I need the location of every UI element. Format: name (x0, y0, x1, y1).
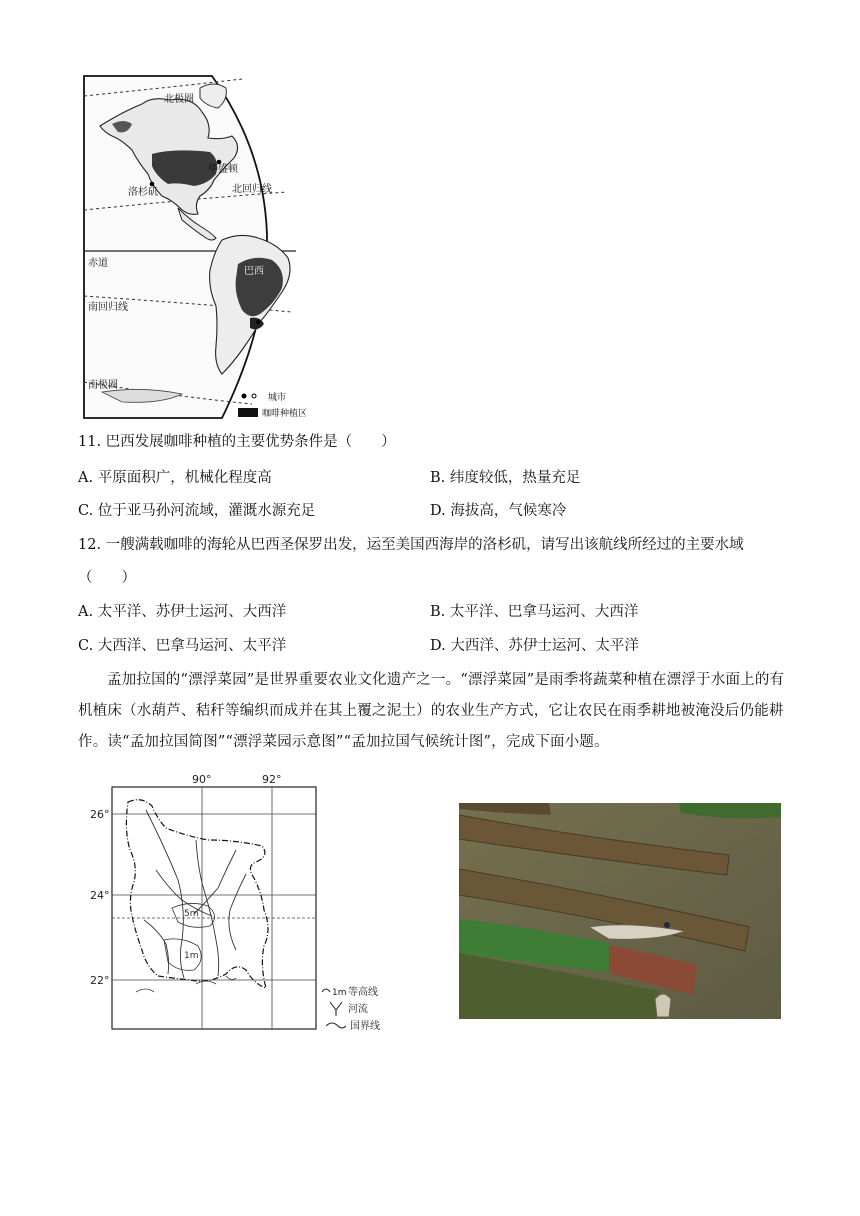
lat-22-label: 22° (90, 974, 110, 987)
q12-option-a[interactable]: A. 太平洋、苏伊士运河、大西洋 (78, 604, 287, 620)
question-11-stem: 11. 巴西发展咖啡种植的主要优势条件是（ ） (78, 434, 396, 450)
label-brazil: 巴西 (244, 266, 264, 277)
americas-coffee-map (82, 74, 306, 420)
legend-border-icon (326, 1023, 346, 1028)
q11-option-a[interactable]: A. 平原面积广，机械化程度高 (78, 470, 272, 486)
q11-option-b[interactable]: B. 纬度较低，热量充足 (430, 470, 581, 486)
legend-border-label: 国界线 (350, 1021, 380, 1032)
bangladesh-intro-paragraph: 孟加拉国的“漂浮菜园”是世界重要农业文化遗产之一。“漂浮菜园”是雨季将蔬菜种植在漂浮于水面上的有机植床（水葫芦、秸秆等编织而成并在其上覆之泥土）的农业生产方式，它让农民在雨季耕地被淹没后仍能耕作。读“孟加拉国简图”“漂浮菜园示意图”“孟加拉国气候统计图”，完成下面小题。 (78, 672, 785, 750)
americas-map-svg (82, 74, 306, 420)
lon-90-label: 90° (192, 773, 212, 786)
bangladesh-map-svg (86, 770, 396, 1040)
q11-option-d[interactable]: D. 海拔高，气候寒冷 (430, 503, 567, 519)
legend-coffee-swatch-icon (238, 408, 258, 417)
contour-5m-label: 5m (184, 909, 199, 919)
bangladesh-sketch-map (86, 770, 396, 1040)
label-washington: 华盛顿 (208, 164, 238, 175)
lat-24-label: 24° (90, 889, 110, 902)
floating-garden-photo-svg (459, 803, 781, 1019)
contour-1m-label: 1m (184, 951, 199, 961)
floating-garden-photo (459, 803, 781, 1019)
label-north-circle: 北极圈 (164, 94, 194, 105)
label-los-angeles: 洛杉矶 (128, 187, 158, 198)
q11-option-c[interactable]: C. 位于亚马孙河流域，灌溉水源充足 (78, 503, 316, 519)
legend-city-label: 城市 (268, 393, 287, 403)
label-tropic-cancer: 北回归线 (232, 184, 272, 195)
question-12-paren: （ ） (78, 570, 136, 586)
legend-contour-symbol: 1m (332, 988, 347, 998)
label-equator: 赤道 (88, 258, 108, 269)
q12-option-c[interactable]: C. 大西洋、巴拿马运河、太平洋 (78, 638, 287, 654)
q12-option-d[interactable]: D. 大西洋、苏伊士运河、太平洋 (430, 638, 639, 654)
legend-city-dot-icon (242, 394, 247, 399)
question-12-stem: 12. 一艘满载咖啡的海轮从巴西圣保罗出发，运至美国西海岸的洛杉矶，请写出该航线所经过的主要水域 (78, 537, 744, 553)
q12-option-b[interactable]: B. 太平洋、巴拿马运河、大西洋 (430, 604, 639, 620)
legend-river-icon (330, 1002, 342, 1016)
legend-contour-icon (322, 989, 330, 992)
label-tropic-capricorn: 南回归线 (88, 302, 128, 313)
label-south-circle: 南极圈 (88, 380, 118, 391)
legend-coffee-label: 咖啡种植区 (262, 409, 306, 419)
legend-contour-label: 等高线 (348, 987, 378, 998)
legend-river-label: 河流 (348, 1004, 368, 1015)
lon-92-label: 92° (262, 773, 282, 786)
lat-26-label: 26° (90, 808, 110, 821)
